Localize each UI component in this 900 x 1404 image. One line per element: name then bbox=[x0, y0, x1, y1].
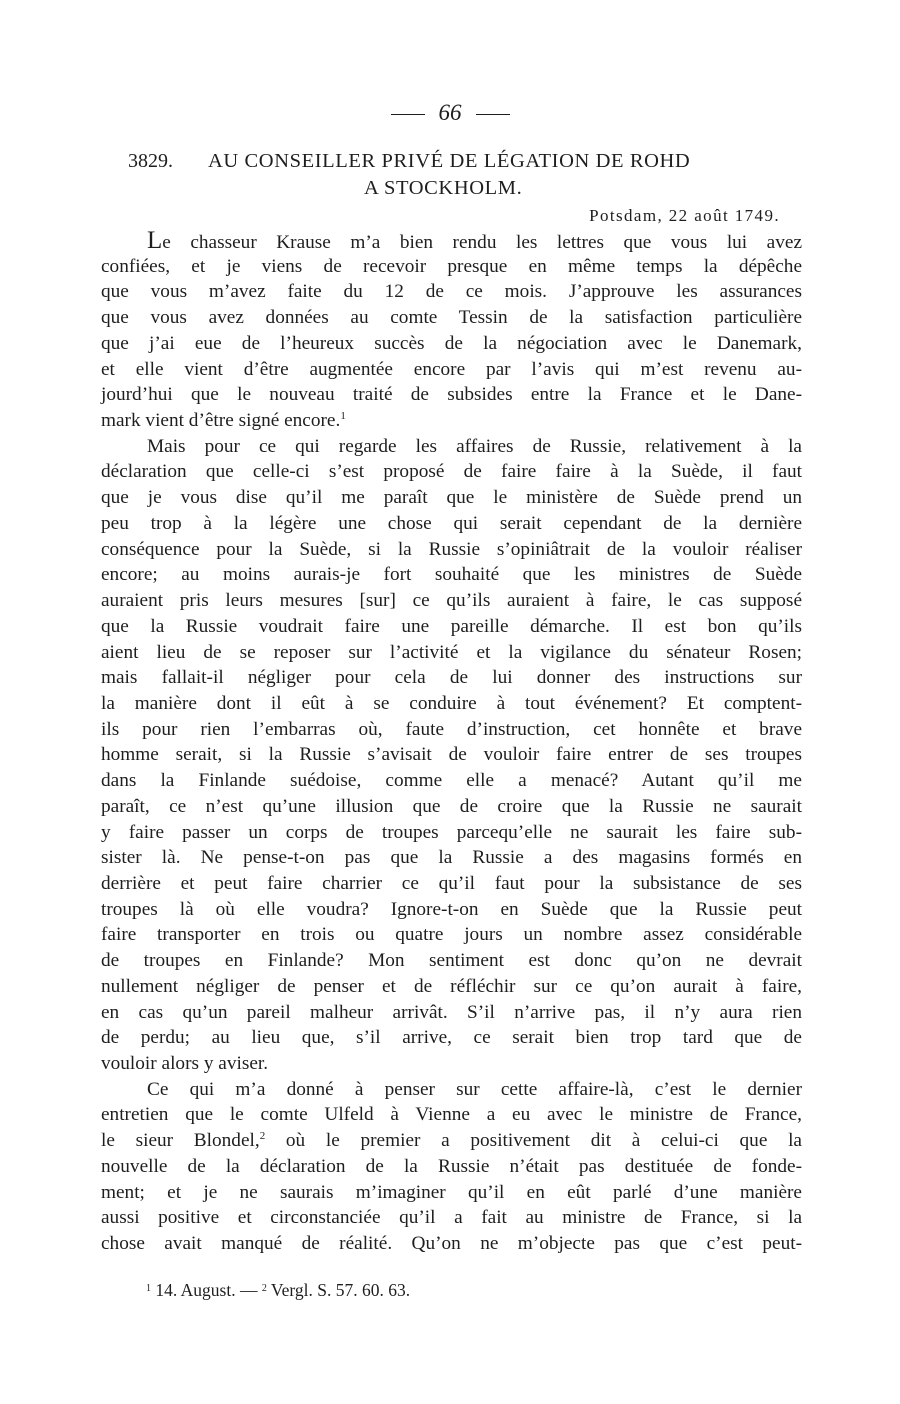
text-line: déclaration que celle-ci s’est proposé de faire faire à la Suède, il faut bbox=[101, 461, 802, 483]
footnote-marker: 2 bbox=[261, 1283, 267, 1294]
text-line: chose avait manqué de réalité. Qu’on ne m’objecte pas que c’est peut- bbox=[101, 1233, 802, 1255]
text-line: dans la Finlande suédoise, comme elle a menacé? Autant qu’il me bbox=[101, 770, 802, 792]
text-line: aient lieu de se reposer sur l’activité et la vigilance du sénateur Rosen; bbox=[101, 641, 802, 663]
text-line: peu trop à la légère une chose qui serait cependant de la dernière bbox=[101, 512, 802, 534]
text-line: et elle vient d’être augmentée encore par l’avis qui m’est revenu au- bbox=[101, 358, 802, 380]
text-line: conséquence pour la Suède, si la Russie s’opiniâtrait de la vouloir réaliser bbox=[101, 538, 802, 560]
text-line: en cas qu’un pareil malheur arrivât. S’il n’arrive pas, il n’y aura rien bbox=[101, 1001, 802, 1023]
text-line: mais fallait-il négliger pour cela de lui donner des instructions sur bbox=[101, 667, 802, 689]
text-line: homme serait, si la Russie s’avisait de vouloir faire entrer de ses troupes bbox=[101, 744, 802, 766]
footnote-text: Vergl. S. 57. 60. 63. bbox=[266, 1280, 411, 1300]
text-line: nullement négliger de penser et de réfléchir sur ce qu’on aurait à faire, bbox=[101, 975, 802, 997]
text-line: paraît, ce n’est qu’une illusion que de croire que la Russie ne saurait bbox=[101, 795, 802, 817]
text-line: mark vient d’être signé encore.$^1$ bbox=[101, 410, 346, 432]
footnote-marker: 2 bbox=[259, 1130, 266, 1143]
text-line: vouloir alors y aviser. bbox=[101, 1053, 269, 1074]
text-line: que la Russie voudrait faire une pareille démarche. Il est bon qu’ils bbox=[101, 615, 802, 637]
text-line: sister là. Ne pense-t-on pas que la Russie a des magasins formés en bbox=[101, 847, 802, 869]
letter-title-line-2: A STOCKHOLM. bbox=[364, 177, 523, 199]
footnote-text: 14. August. — bbox=[151, 1280, 262, 1300]
text-line: faire transporter en trois ou quatre jours un nombre assez considérable bbox=[101, 924, 802, 946]
footnote-marker: 1 bbox=[340, 410, 346, 423]
text-line: aussi positive et circonstanciée qu’il a fait au ministre de France, si la bbox=[101, 1207, 802, 1229]
footnotes bbox=[146, 1280, 410, 1301]
text-line: ils pour rien l’embarras où, faute d’instruction, cet honnête et brave bbox=[101, 718, 802, 740]
text-line: que j’ai eue de l’heureux succès de la négociation avec le Danemark, bbox=[101, 332, 802, 354]
right-rule bbox=[476, 114, 510, 115]
text-line: Ce qui m’a donné à penser sur cette affaire-là, c’est le dernier bbox=[147, 1078, 802, 1100]
dateline: Potsdam, 22 août 1749. bbox=[589, 206, 780, 225]
text-line: troupes là où elle voudra? Ignore-t-on en Suède que la Russie peut bbox=[101, 898, 802, 920]
text-line: que je vous dise qu’il me paraît que le ministère de Suède prend un bbox=[101, 487, 802, 509]
drop-cap: L bbox=[147, 227, 163, 254]
text-line: la manière dont il eût à se conduire à tout événement? Et comptent- bbox=[101, 692, 802, 714]
footnote-marker: 1 bbox=[146, 1283, 151, 1294]
left-rule bbox=[391, 114, 425, 115]
letter-body bbox=[101, 228, 802, 1257]
text-line: auraient pris leurs mesures [sur] ce qu’ils auraient à faire, le cas supposé bbox=[101, 590, 802, 612]
text-line: confiées, et je viens de recevoir presque en même temps la dépêche bbox=[101, 255, 802, 277]
text-line: ment; et je ne saurais m’imaginer qu’il en eût parlé d’une manière bbox=[101, 1181, 802, 1203]
text-line: le sieur Blondel,$^2$ où le premier a positivement dit à celui-ci que la bbox=[101, 1130, 802, 1152]
page-number bbox=[0, 100, 900, 126]
text-line: y faire passer un corps de troupes parcequ’elle ne saurait les faire sub- bbox=[101, 821, 802, 843]
page-number-text: 66 bbox=[438, 100, 462, 125]
text-line: que vous avez données au comte Tessin de la satisfaction particulière bbox=[101, 307, 802, 329]
letter-title-line-1: AU CONSEILLER PRIVÉ DE LÉGATION DE ROHD bbox=[208, 150, 691, 172]
text-line: jourd’hui que le nouveau traité de subsides entre la France et le Dane- bbox=[101, 384, 802, 406]
text-line: de troupes en Finlande? Mon sentiment est donc qu’on ne devrait bbox=[101, 950, 802, 972]
text-line: Mais pour ce qui regarde les affaires de Russie, relativement à la bbox=[147, 435, 802, 457]
text-line: nouvelle de la déclaration de la Russie n’était pas destituée de fonde- bbox=[101, 1155, 802, 1177]
text-line: entretien que le comte Ulfeld à Vienne a eu avec le ministre de France, bbox=[101, 1104, 802, 1126]
letter-number: 3829. bbox=[128, 150, 173, 172]
text-line: Le chasseur Krause m’a bien rendu les lettres que vous lui avez bbox=[147, 227, 802, 254]
text-line: encore; au moins aurais-je fort souhaité que les ministres de Suède bbox=[101, 564, 802, 586]
text-line: de perdu; au lieu que, s’il arrive, ce serait bien trop tard que de bbox=[101, 1027, 802, 1049]
text-line: derrière et peut faire charrier ce qu’il faut pour la subsistance de ses bbox=[101, 872, 802, 894]
text-line: que vous m’avez faite du 12 de ce mois. J’approuve les assurances bbox=[101, 281, 802, 303]
